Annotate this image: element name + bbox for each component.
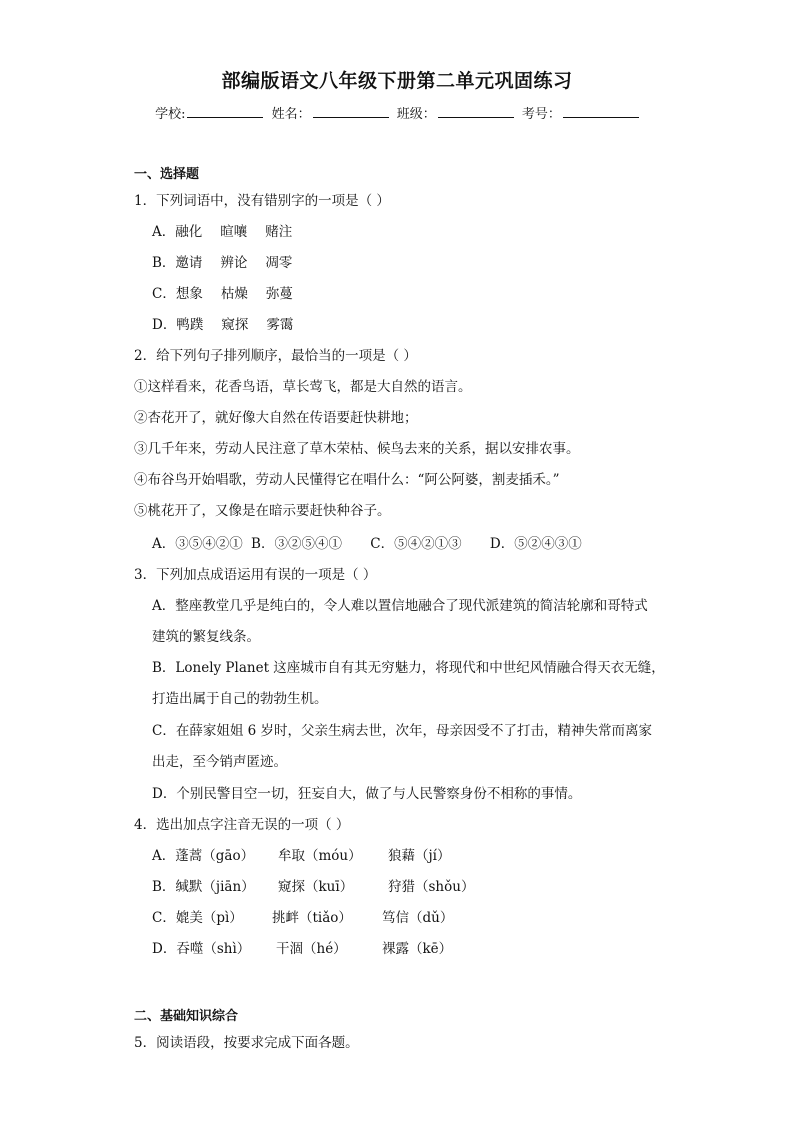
option-text: 牟取（móu）	[278, 848, 362, 864]
question-3-stem: 3．下列加点成语运用有误的一项是（ ）	[134, 567, 377, 583]
question-1-stem: 1．下列词语中，没有错别字的一项是（ ）	[134, 193, 390, 209]
option-text: 暄嚷	[220, 224, 248, 240]
student-info-line	[0, 103, 794, 122]
question-3-option-a-cont: 建筑的繁复线条。	[152, 629, 260, 645]
section-heading-basics: 二、基础知识综合	[134, 1009, 239, 1024]
question-5-stem: 5．阅读语段，按要求完成下面各题。	[134, 1035, 359, 1051]
question-2-options	[152, 535, 582, 553]
question-2-option-a[interactable]: A．③⑤④②①	[152, 536, 243, 552]
option-text: B．邀请	[152, 255, 203, 271]
school-label: 学校:	[155, 107, 186, 122]
exam-number-label: 考号：	[521, 107, 561, 122]
question-2-sentence: ⑤桃花开了，又像是在暗示要赶快种谷子。	[134, 503, 391, 519]
option-text: A．蓬蒿（gāo）	[152, 848, 255, 864]
option-text: C．想象	[152, 286, 203, 302]
question-4-option-a[interactable]	[152, 847, 451, 865]
question-1-option-c[interactable]	[152, 285, 293, 303]
question-2-sentence: ④布谷鸟开始唱歌，劳动人民懂得它在唱什么：“阿公阿婆，割麦插禾。”	[134, 472, 560, 488]
option-text: 辨论	[220, 255, 248, 271]
school-blank[interactable]	[187, 105, 263, 118]
option-text: 裸露（kē）	[382, 941, 453, 957]
question-1-option-a[interactable]	[152, 223, 292, 241]
option-text: 弥蔓	[265, 286, 293, 302]
option-text: 狩猎（shǒu）	[388, 879, 475, 895]
option-text: C．媲美（pì）	[152, 910, 243, 926]
exam-number-blank[interactable]	[563, 105, 639, 118]
option-text: 赌注	[265, 224, 293, 240]
question-3-option-d[interactable]: D．个别民警目空一切，狂妄自大，做了与人民警察身份不相称的事情。	[152, 786, 582, 802]
option-text: 狼藉（jí）	[388, 848, 451, 864]
option-text: D．鸭蹼	[152, 317, 204, 333]
question-2-option-c[interactable]: C．⑤④②①③	[370, 536, 462, 552]
option-text: B．缄默（jiān）	[152, 879, 255, 895]
question-1-option-b[interactable]	[152, 254, 292, 272]
question-2-stem: 2．给下列句子排列顺序，最恰当的一项是（ ）	[134, 348, 417, 364]
question-3-option-c[interactable]: C．在薛家姐姐 6 岁时，父亲生病去世，次年，母亲因受不了打击，精神失常而离家	[152, 723, 652, 739]
question-4-option-c[interactable]	[152, 909, 453, 927]
name-label: 姓名：	[271, 107, 311, 122]
class-blank[interactable]	[438, 105, 514, 118]
question-2-option-d[interactable]: D．⑤②④③①	[489, 536, 582, 552]
class-label: 班级：	[396, 107, 436, 122]
question-3-option-b-cont: 打造出属于自己的勃勃生机。	[152, 691, 328, 707]
question-3-option-a[interactable]: A．整座教堂几乎是纯白的，令人难以置信地融合了现代派建筑的简洁轮廓和哥特式	[152, 598, 648, 614]
section-heading-choice: 一、选择题	[134, 167, 200, 182]
option-text: 窥探（kuī）	[278, 879, 354, 895]
option-text: 雾霭	[266, 317, 294, 333]
option-text: 挑衅（tiǎo）	[272, 910, 352, 926]
question-4-option-b[interactable]	[152, 878, 474, 896]
question-3-option-c-cont: 出走，至今销声匿迹。	[152, 754, 287, 770]
question-2-sentence: ②杏花开了，就好像大自然在传语要赶快耕地；	[134, 410, 418, 426]
question-4-stem: 4．选出加点字注音无误的一项（ ）	[134, 817, 350, 833]
option-text: A．融化	[152, 224, 203, 240]
question-2-sentence: ①这样看来，花香鸟语，草长莺飞，都是大自然的语言。	[134, 379, 472, 395]
option-text: 枯燥	[220, 286, 248, 302]
option-text: 凋零	[265, 255, 293, 271]
option-text: D．吞噬（shì）	[152, 941, 251, 957]
question-2-sentence: ③几千年来，劳动人民注意了草木荣枯、候鸟去来的关系，据以安排农事。	[134, 441, 580, 457]
question-4-option-d[interactable]	[152, 940, 452, 958]
option-text: 窥探	[221, 317, 249, 333]
option-text: 笃信（dǔ）	[382, 910, 454, 926]
page-title: 部编版语文八年级下册第二单元巩固练习	[221, 70, 573, 92]
option-text: 干涸（hé）	[276, 941, 347, 957]
question-3-option-b[interactable]: B．Lonely Planet 这座城市自有其无穷魅力，将现代和中世纪风情融合得天衣无缝，	[152, 660, 665, 676]
question-2-option-b[interactable]: B．③②⑤④①	[251, 536, 342, 552]
question-1-option-d[interactable]	[152, 316, 293, 334]
name-blank[interactable]	[313, 105, 389, 118]
